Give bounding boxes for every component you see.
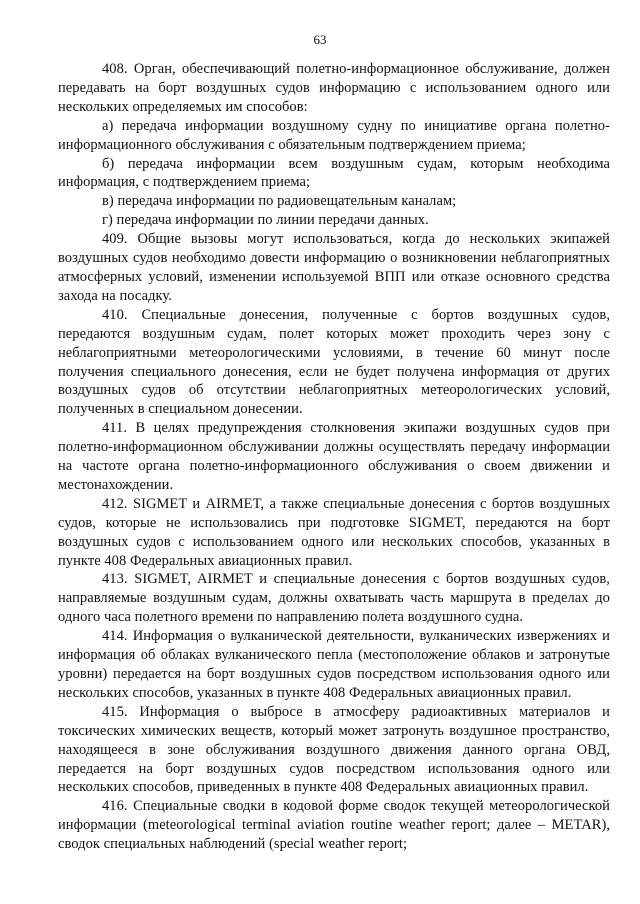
paragraph-413: 413. SIGMET, AIRMET и специальные донесения с бортов воздушных судов, направляемые воздушным судам, должны охватывать часть маршрута в пределах до одного часа полетного времени по направлению полета воздушного судна. bbox=[58, 571, 610, 626]
paragraph-408: 408. Орган, обеспечивающий полетно-информационное обслуживание, должен передавать на борт воздушных судов информацию с использованием одного или нескольких определяемых им способов: bbox=[58, 61, 610, 115]
paragraph-416: 416. Специальные сводки в кодовой форме сводок текущей метеорологической информации (meteorological terminal aviation routine weather report; далее – METAR), сводок специальных наблюдений (special weather report; bbox=[58, 798, 610, 853]
paragraph-408-g: г) передача информации по линии передачи данных. bbox=[102, 212, 429, 229]
paragraph-414: 414. Информация о вулканической деятельности, вулканических извержениях и информация об облаках вулканического пепла (местоположение облаков и затронутые уровни) передается на борт воздушных судов посредством использования одного или нескольких способов, указанных в пункте 408 Федеральных авиационных правил. bbox=[58, 628, 610, 701]
paragraph-408-v: в) передача информации по радиовещательным каналам; bbox=[102, 193, 457, 210]
paragraph-408-b: б) передача информации всем воздушным судам, которым необходима информация, с подтверждением приема; bbox=[58, 155, 610, 191]
page-number: 63 bbox=[313, 32, 327, 47]
paragraph-410: 410. Специальные донесения, полученные с бортов воздушных судов, передаются воздушным судам, полет которых может проходить через зону с неблагоприятными метеорологическими условиями, в течение 60 минут после получения специального донесения, если не будет получена информация от других воздушных судов об отсутствии неблагоприятных метеорологических условий, полученных в специальном донесении. bbox=[58, 306, 610, 418]
paragraph-411: 411. В целях предупреждения столкновения экипажи воздушных судов при полетно-информационном обслуживании должны осуществлять передачу информации на частоте органа полетно-информационного обслуживания о своем движении и местонахождении. bbox=[58, 420, 610, 493]
paragraph-409: 409. Общие вызовы могут использоваться, когда до нескольких экипажей воздушных судов необходимо довести информацию о возникновении неблагоприятных атмосферных условий, изменении используемой ВПП или отказе основного средства захода на посадку. bbox=[58, 231, 610, 304]
paragraph-408-a: а) передача информации воздушному судну по инициативе органа полетно-информационного обслуживания с обязательным подтверждением приема; bbox=[58, 117, 610, 153]
paragraph-412: 412. SIGMET и AIRMET, а также специальные донесения с бортов воздушных судов, которые не использовались при подготовке SIGMET, передаются на борт воздушных судов с использованием одного или нескольких способов, указанных в пункте 408 Федеральных авиационных правил. bbox=[58, 495, 610, 569]
document-body bbox=[58, 60, 610, 854]
paragraph-415: 415. Информация о выбросе в атмосферу радиоактивных материалов и токсических химических веществ, который может затронуть воздушное пространство, находящееся в зоне обслуживания воздушного движения данного органа ОВД, передается на борт воздушных судов посредством использования одного или нескольких способов, приведенных в пункте 408 Федеральных авиационных правил. bbox=[58, 703, 610, 796]
